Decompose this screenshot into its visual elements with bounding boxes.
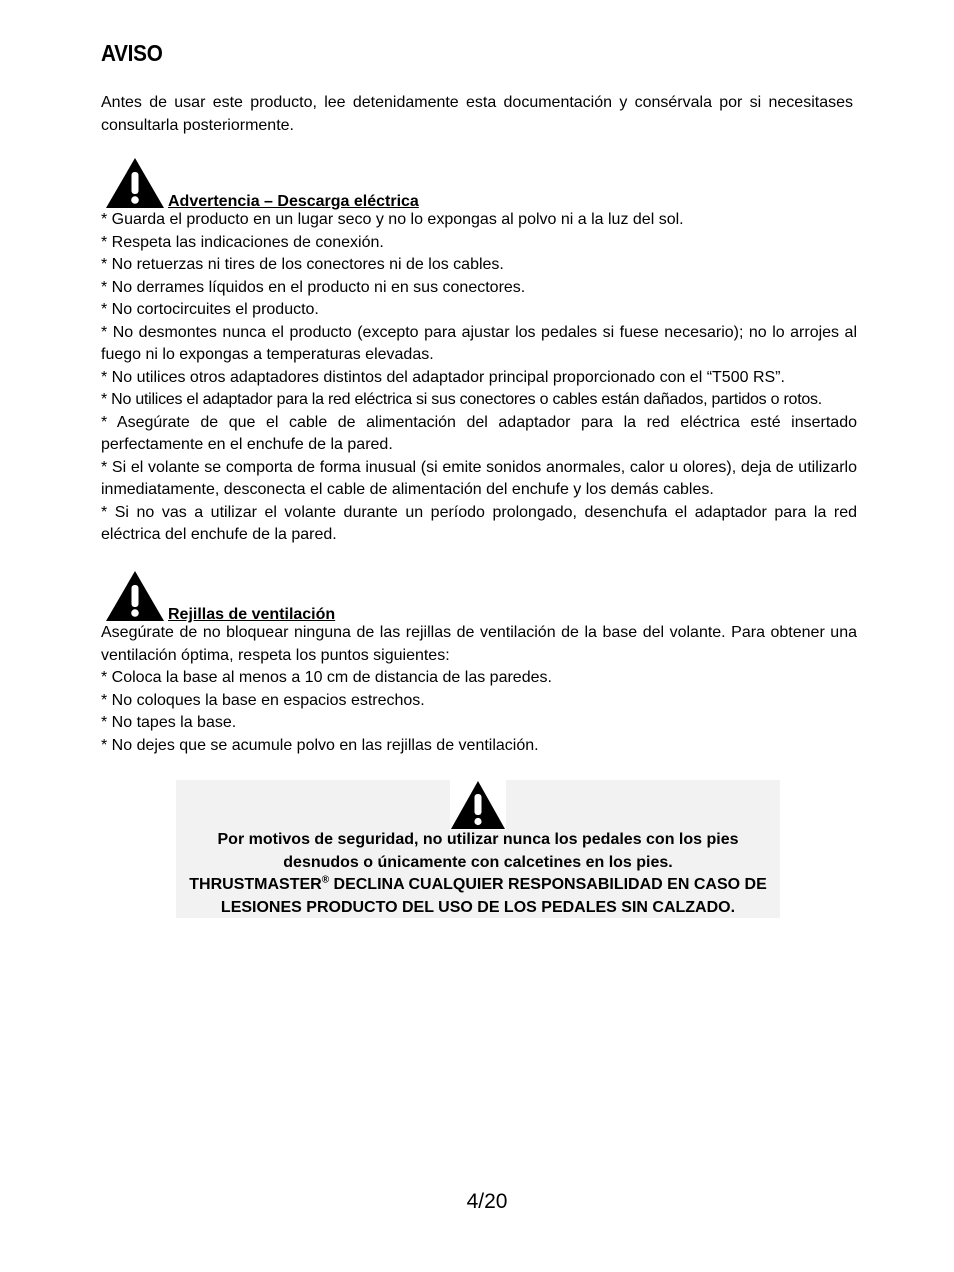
page-number: 4/20	[466, 1190, 508, 1213]
ventilation-list	[101, 622, 857, 757]
list-item: * No coloques la base en espacios estrechos.	[101, 691, 425, 709]
list-item: * Si el volante se comporta de forma inusual (si emite sonidos anormales, calor u olores), deja de utilizarlo inmediatamente, desconecta el cable de alimentación del enchufe y los demás cables.	[101, 458, 857, 498]
list-item: * No dejes que se acumule polvo en las rejillas de ventilación.	[101, 736, 539, 754]
list-item: * Si no vas a utilizar el volante durante un período prolongado, desenchufa el adaptador para la red eléctrica del enchufe de la pared.	[101, 503, 857, 543]
list-item: * Respeta las indicaciones de conexión.	[101, 233, 384, 251]
list-item: * No cortocircuites el producto.	[101, 301, 319, 318]
brand-name: THRUSTMASTER	[189, 876, 322, 893]
section-ventilation	[101, 570, 857, 757]
list-item: * Coloca la base al menos a 10 cm de distancia de las paredes.	[101, 669, 552, 686]
section-electric-shock	[101, 157, 857, 547]
notice-line-1: Por motivos de seguridad, no utilizar nunca los pedales con los pies desnudos o únicamente con calcetines en los pies.	[217, 831, 739, 871]
page-title: AVISO	[101, 40, 163, 66]
warning-triangle-icon	[450, 780, 506, 830]
section-title: Advertencia – Descarga eléctrica	[168, 193, 419, 210]
notice-line-2	[176, 874, 780, 919]
list-item: * No utilices otros adaptadores distintos del adaptador principal proporcionado con el “T500 RS”.	[101, 368, 785, 386]
list-item: * No utilices el adaptador para la red eléctrica si sus conectores o cables están dañados, partidos o rotos.	[101, 391, 822, 408]
disclaimer-text: DECLINA CUALQUIER RESPONSABILIDAD EN CASO DE LESIONES PRODUCTO DEL USO DE LOS PEDALES SIN CALZADO.	[220, 876, 767, 916]
list-item: * Guarda el producto en un lugar seco y no lo expongas al polvo ni a la luz del sol.	[101, 211, 684, 228]
list-item: * No derrames líquidos en el producto ni en sus conectores.	[101, 278, 526, 296]
intro-paragraph: Antes de usar este producto, lee detenidamente esta documentación y consérvala por si necesitases consultarla posteriormente.	[101, 94, 853, 134]
notice-text	[176, 829, 780, 919]
section-heading	[101, 570, 857, 622]
section-heading	[101, 157, 857, 209]
warning-list	[101, 209, 857, 547]
list-item: * Asegúrate de que el cable de alimentación del adaptador para la red eléctrica esté insertado perfectamente en el enchufe de la pared.	[101, 413, 857, 453]
warning-triangle-icon	[105, 570, 165, 622]
notice-icon-frame	[450, 780, 506, 830]
safety-notice-box	[176, 780, 780, 918]
list-item: Asegúrate de no bloquear ninguna de las rejillas de ventilación de la base del volante. Para obtener una ventilación óptima, respeta los puntos siguientes:	[101, 624, 857, 664]
list-item: * No retuerzas ni tires de los conectores ni de los cables.	[101, 256, 504, 273]
section-title: Rejillas de ventilación	[168, 606, 336, 623]
warning-triangle-icon	[105, 157, 165, 209]
registered-mark: ®	[321, 874, 330, 886]
list-item: * No desmontes nunca el producto (excepto para ajustar los pedales si fuese necesario); no lo arrojes al fuego ni lo expongas a temperaturas elevadas.	[101, 323, 857, 363]
list-item: * No tapes la base.	[101, 714, 237, 731]
